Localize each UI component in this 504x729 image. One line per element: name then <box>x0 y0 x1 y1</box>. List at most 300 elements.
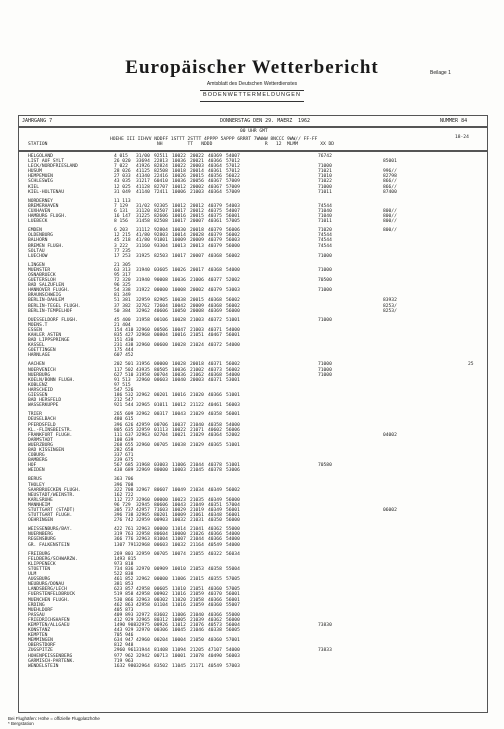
cell: 82507 <box>154 208 168 214</box>
cell: 112 727 <box>114 497 134 503</box>
cell: 40368 <box>208 267 222 273</box>
cell: 20007 <box>190 253 204 259</box>
cell: 21003 <box>190 189 204 195</box>
cell: 70500 <box>318 278 332 284</box>
cell: 40368 <box>208 298 222 304</box>
cell: 10036 <box>172 159 186 165</box>
cell: 10022 <box>172 427 186 433</box>
cell: 1307 791 <box>114 542 137 548</box>
cell: 20015 <box>190 298 204 304</box>
cell: 57001 <box>226 638 240 644</box>
station-name: DARMSTADT <box>28 437 53 443</box>
cell: 921 544 <box>114 403 134 409</box>
cell: 41/80 <box>136 233 150 239</box>
station-name: FRIEDRICHSHAFEN <box>28 617 70 623</box>
cell: 11007 <box>172 537 186 543</box>
cell: 835 427 <box>114 333 134 338</box>
cell: 40549 <box>208 542 222 548</box>
cell: 10026 <box>172 174 186 180</box>
cell: 32965 <box>136 403 150 409</box>
time-label: 00 UHR GMT <box>240 129 268 134</box>
station-group <box>28 412 478 473</box>
station-name: BERUS <box>28 477 42 483</box>
cell: 627 510 <box>114 372 134 378</box>
cell: 74544 <box>318 203 332 209</box>
station-name: ERDING <box>28 602 45 608</box>
cell: 00605 <box>154 587 168 593</box>
cell: 40338 <box>208 628 222 634</box>
cell: 90008 <box>154 278 168 284</box>
station-name: ZUGSPITZE <box>28 648 53 654</box>
cell: 01104 <box>154 602 168 608</box>
cell: 40378 <box>208 468 222 474</box>
cell: 54000 <box>226 532 240 538</box>
station-name: GOETTINGEN <box>28 348 56 354</box>
cell: 10014 <box>172 233 186 239</box>
cell: 21006 <box>190 278 204 284</box>
cell: 7 129 <box>114 203 128 209</box>
cell: 10016 <box>172 393 186 399</box>
cell: 63 313 <box>114 267 131 273</box>
cell: 32762 <box>136 303 150 309</box>
cell: 10030 <box>172 228 186 234</box>
cell: 21164 <box>190 542 204 548</box>
cell: 54000 <box>226 422 240 428</box>
cell: 91 513 <box>114 377 131 383</box>
cell: 805 635 <box>114 427 134 433</box>
station-name: FREIBURG <box>28 551 51 557</box>
station-name: BERLIN-TEMPELHOF <box>28 308 73 314</box>
cell: 22416 <box>154 174 168 180</box>
cell: 54000 <box>226 542 240 548</box>
cell: 54007 <box>226 208 240 214</box>
cell: 32963 <box>136 597 150 603</box>
cell: 92803 <box>154 233 168 239</box>
cell: 00201 <box>154 393 168 399</box>
table-row <box>28 468 478 473</box>
station-name: GR. FALKENSTEIN <box>28 542 70 548</box>
cell: 40349 <box>208 508 222 513</box>
cell: 54000 <box>226 267 240 273</box>
cell: 10009 <box>172 238 186 244</box>
cell: 56002 <box>226 253 240 259</box>
cell: 71000 <box>318 317 332 323</box>
cell: 21041 <box>190 527 204 533</box>
cell: 10016 <box>172 214 186 220</box>
cell: 80604 <box>154 532 168 538</box>
cell: 11 113 <box>114 198 131 204</box>
cell: 32962 <box>136 393 150 399</box>
cell: 56003 <box>226 238 240 244</box>
cell: 396 738 <box>114 513 134 519</box>
cell: 55007 <box>226 602 240 608</box>
cell: 10012 <box>172 203 186 209</box>
cell: 422 761 <box>114 527 134 533</box>
report-title: Europäischer Wetterbericht <box>125 57 379 78</box>
cell: 20003 <box>190 377 204 383</box>
cell: 81 349 <box>114 293 131 299</box>
station-name: NORDERNEY <box>28 198 53 204</box>
cell: 31940 <box>136 267 150 273</box>
cell: 32960 <box>136 327 150 333</box>
cell: 40366 <box>208 393 222 399</box>
cell: 154 410 <box>114 327 134 333</box>
cell: 56000 <box>226 308 240 314</box>
cell: 32960 <box>136 377 150 383</box>
cell: 734 836 <box>114 566 134 572</box>
station-name: BAD SALZUFLEN <box>28 283 64 289</box>
cell: 40373 <box>208 367 222 373</box>
cell: 20022 <box>190 154 204 159</box>
cell: 40369 <box>208 154 222 159</box>
cell: 31958 <box>136 317 150 323</box>
cell: 40372 <box>208 317 222 323</box>
station-name: STOETTEN <box>28 566 51 572</box>
station-name: GIESSEN <box>28 393 48 399</box>
cell: 11045 <box>172 663 186 669</box>
cell: 40379 <box>208 228 222 234</box>
cell: 21046 <box>190 628 204 634</box>
cell: 42957 <box>136 508 150 513</box>
cell: 31968 <box>136 463 150 469</box>
cell: 76742 <box>318 154 332 159</box>
cell: 40461 <box>208 403 222 409</box>
cell: 00705 <box>154 551 168 557</box>
cell: 57012 <box>226 169 240 175</box>
cell: 32963 <box>136 537 150 543</box>
station-group <box>28 263 478 314</box>
cell: 10038 <box>172 298 186 304</box>
table-row <box>28 664 478 669</box>
cell: 87400 <box>383 189 397 195</box>
cell: 31925 <box>136 253 150 259</box>
cell: 31944 <box>136 648 150 654</box>
cell: 800// <box>383 214 397 220</box>
station-name: HANNOVER FLUGH. <box>28 288 70 294</box>
cell: 71021 <box>318 169 332 175</box>
table-row <box>28 309 478 314</box>
cell: 186 532 <box>114 393 134 399</box>
station-name: BAD LIPPSPRINGE <box>28 338 70 344</box>
station-name: WEISSENBURG/BAY. <box>28 527 73 533</box>
cell: 54000 <box>226 537 240 543</box>
cell: 11020 <box>172 597 186 603</box>
cell: 56000 <box>226 518 240 524</box>
station-name: HELGOLAND <box>28 154 53 159</box>
cell: 21053 <box>190 566 204 572</box>
cell: 40355 <box>208 577 222 583</box>
cell: 37 382 <box>114 303 131 309</box>
cell: 00302 <box>154 597 168 603</box>
cell: 40602 <box>208 427 222 433</box>
cell: 50 384 <box>114 308 131 314</box>
cell: 269 803 <box>114 551 134 557</box>
column-codes-row1: HOEHE III IIHVV NDDFF 1STTT 2STTT 4PPPP 5APPP 6RRRT 7WWWW 8NCCC 9WW// FF-FF <box>110 137 318 142</box>
cell: 32959 <box>136 427 150 433</box>
cell: 74544 <box>318 233 332 239</box>
cell: 81408 <box>154 648 168 654</box>
cell: 53003 <box>226 288 240 294</box>
cell: 4 015 <box>114 154 128 159</box>
cell: 82508 <box>154 169 168 175</box>
cell: 41926 <box>136 164 150 170</box>
cell: 10012 <box>172 403 186 409</box>
cell: 21034 <box>190 487 204 493</box>
cell: 40351 <box>208 502 222 508</box>
cell: 800// <box>383 219 397 225</box>
cell: 8 156 <box>114 219 128 225</box>
cell: 32959 <box>136 298 150 304</box>
cell: 21044 <box>190 463 204 469</box>
cell: 81004 <box>154 537 168 543</box>
cell: 21035 <box>190 497 204 503</box>
cell: 71022 <box>318 179 332 185</box>
station-name: MANNHEIM <box>28 502 51 508</box>
cell: 10018 <box>172 169 186 175</box>
cell: 461 852 <box>114 577 134 583</box>
cell: 10017 <box>172 208 186 214</box>
cell: 21050 <box>190 638 204 644</box>
table-row <box>28 353 478 358</box>
cell: 11006 <box>172 463 186 469</box>
cell: 56000 <box>226 617 240 623</box>
cell: 32975 <box>136 622 150 628</box>
cell: 438 689 <box>114 468 134 474</box>
cell: 10029 <box>172 508 186 513</box>
cell: 162 722 <box>114 492 134 498</box>
station-name: DEUSELBACH <box>28 417 56 423</box>
cell: 28 026 <box>114 169 131 175</box>
cell: 10043 <box>172 502 186 508</box>
cell: 20003 <box>190 164 204 170</box>
cell: 56002 <box>226 233 240 239</box>
station-name: BREMEN FLUGH. <box>28 243 64 249</box>
cell: 40362 <box>208 527 222 533</box>
cell: 85001 <box>383 159 397 165</box>
cell: 31956 <box>136 362 150 368</box>
cell: 40362 <box>208 617 222 623</box>
cell: 40364 <box>208 164 222 170</box>
cell: 40361 <box>208 219 222 225</box>
cell: 20017 <box>190 267 204 273</box>
cell: 40360 <box>208 638 222 644</box>
cell: 43 035 <box>114 179 131 185</box>
footer-note-2: * Bergstation <box>8 721 34 726</box>
cell: 22813 <box>154 159 168 165</box>
station-name: KAHLER ASTEN <box>28 333 62 338</box>
station-name: AACHEN <box>28 362 45 368</box>
cell: 56005 <box>226 628 240 634</box>
cell: 72604 <box>154 303 168 309</box>
cell: 32967 <box>136 487 150 493</box>
cell: 00902 <box>154 592 168 598</box>
cell: 40366 <box>208 532 222 538</box>
station-name: DUESSELDORF FLUGH. <box>28 317 78 323</box>
cell: 56001 <box>226 592 240 598</box>
cell: 56001 <box>226 214 240 220</box>
cell: 10028 <box>172 343 186 349</box>
cell: 74544 <box>318 238 332 244</box>
cell: 800// <box>383 208 397 214</box>
cell: 10050 <box>172 308 186 314</box>
cell: 47107 <box>208 648 222 654</box>
cell: 10022 <box>172 154 186 159</box>
cell: 705 946 <box>114 633 134 639</box>
cell: 319 763 <box>114 532 134 538</box>
cell: 40361 <box>208 169 222 175</box>
cell: 56000 <box>226 497 240 503</box>
cell: 32965 <box>136 513 150 519</box>
cell: 996// <box>383 169 397 175</box>
cell: 06002 <box>383 508 397 513</box>
cell: 10036 <box>172 367 186 373</box>
cell: 32962 <box>136 412 150 418</box>
cell: 396 708 <box>114 482 134 488</box>
cell: 20018 <box>190 362 204 368</box>
cell: 11016 <box>172 602 186 608</box>
cell: 41125 <box>136 169 150 175</box>
cell: 21029 <box>190 432 204 438</box>
cell: 11094 <box>172 648 186 654</box>
station-name: HUSUM <box>28 169 42 175</box>
cell: 10023 <box>172 497 186 503</box>
cell: 21061 <box>190 513 204 519</box>
cell: 93304 <box>154 243 168 249</box>
cell: 10006 <box>172 189 186 195</box>
cell: 31940 <box>136 278 150 284</box>
cell: 40368 <box>208 253 222 259</box>
cell: 10000 <box>172 532 186 538</box>
cell: 175 444 <box>114 348 134 354</box>
cell: 54007 <box>226 154 240 159</box>
cell: 337 671 <box>114 453 134 459</box>
cell: 40606 <box>154 308 168 314</box>
cell: 32958 <box>136 532 150 538</box>
cell: 40367 <box>208 179 222 185</box>
cell: 40366 <box>208 612 222 618</box>
cell: 04002 <box>383 432 397 438</box>
cell: 57012 <box>226 164 240 170</box>
right-note: 25 <box>468 362 474 368</box>
cell: 01113 <box>154 427 168 433</box>
cell: 00603 <box>154 542 168 548</box>
cell: 77 235 <box>114 248 131 254</box>
cell: 82824 <box>154 164 168 170</box>
cell: 40358 <box>208 566 222 572</box>
cell: 71040 <box>318 208 332 214</box>
cell: 71000 <box>318 367 332 373</box>
cell: 40379 <box>208 233 222 239</box>
cell: 40573 <box>208 622 222 628</box>
cell: 522 838 <box>114 572 134 578</box>
cell: 71040 <box>318 214 332 220</box>
cell: 265 609 <box>114 412 134 418</box>
station-name: MEMMINGEN <box>28 638 53 644</box>
cell: 54000 <box>226 327 240 333</box>
station-group <box>28 318 478 359</box>
station-name: EMDEN <box>28 228 42 234</box>
station-name: WUERZBURG <box>28 442 53 448</box>
station-name: MOENS.T <box>28 322 48 328</box>
cell: 1490 908 <box>114 622 137 628</box>
time2-label: 18-24 <box>455 135 469 140</box>
cell: 32969 <box>136 468 150 474</box>
station-name: FUERSTENFELDBRUCK <box>28 592 76 598</box>
cell: 03605 <box>154 267 168 273</box>
cell: 10028 <box>172 362 186 368</box>
cell: 20021 <box>190 159 204 165</box>
cell: 40378 <box>208 463 222 469</box>
cell: 21051 <box>190 333 204 338</box>
station-name: LIST AUF SYLT <box>28 159 64 165</box>
cell: 56022 <box>226 174 240 180</box>
cell: 10026 <box>172 267 186 273</box>
cell: 82606 <box>154 214 168 220</box>
cell: 607 452 <box>114 353 134 359</box>
cell: 56002 <box>226 362 240 368</box>
cell: 973 818 <box>114 561 134 567</box>
cell: 32965 <box>136 617 150 623</box>
station-name: FELDBERG/SCHWARZW. <box>28 556 78 562</box>
cell: 32960 <box>136 497 150 503</box>
table-row <box>28 190 478 195</box>
cell: 80201 <box>154 513 168 519</box>
cell: 53001 <box>226 377 240 383</box>
cell: 73830 <box>318 622 332 628</box>
station-name: HEMPEMUEN <box>28 174 53 180</box>
cell: 231 438 <box>114 343 134 349</box>
cell: 57004 <box>226 502 240 508</box>
cell: 40368 <box>208 372 222 378</box>
cell: 32963 <box>136 432 150 438</box>
station-group <box>28 154 478 195</box>
cell: 40369 <box>208 308 222 314</box>
cell: 866// <box>383 179 397 185</box>
cell: 71011 <box>318 219 332 225</box>
cell: 31458 <box>136 219 150 225</box>
cell: 10047 <box>172 327 186 333</box>
cell: 412 929 <box>114 617 134 623</box>
cell: 10017 <box>172 253 186 259</box>
cell: 21171 <box>190 663 204 669</box>
cell: 40370 <box>208 592 222 598</box>
cell: 00704 <box>154 372 168 378</box>
cell: 71010 <box>318 174 332 180</box>
station-name: BREMERHAVEN <box>28 203 59 209</box>
cell: 96 729 <box>114 502 131 508</box>
cell: 17 253 <box>114 253 131 259</box>
cell: 800// <box>383 228 397 234</box>
station-name: LUECHOW <box>28 253 48 259</box>
cell: 40322 <box>208 551 222 557</box>
cell: 282 658 <box>114 447 134 453</box>
station-name: KONSTANZ <box>28 628 51 634</box>
station-group <box>28 552 478 669</box>
cell: 40379 <box>208 238 222 244</box>
cell: 32945 <box>136 502 150 508</box>
cell: 40371 <box>208 327 222 333</box>
cell: 40358 <box>208 412 222 418</box>
cell: 45 400 <box>114 317 131 323</box>
cell: 21029 <box>190 442 204 448</box>
cell: 31922 <box>136 288 150 294</box>
cell: 719 963 <box>114 658 134 664</box>
station-name: SAARBRUECKEN FLUGH. <box>28 487 81 493</box>
cell: 31/02 <box>136 203 150 209</box>
cell: 31225 <box>136 214 150 220</box>
cell: 462 863 <box>114 602 134 608</box>
cell: 21051 <box>190 587 204 593</box>
